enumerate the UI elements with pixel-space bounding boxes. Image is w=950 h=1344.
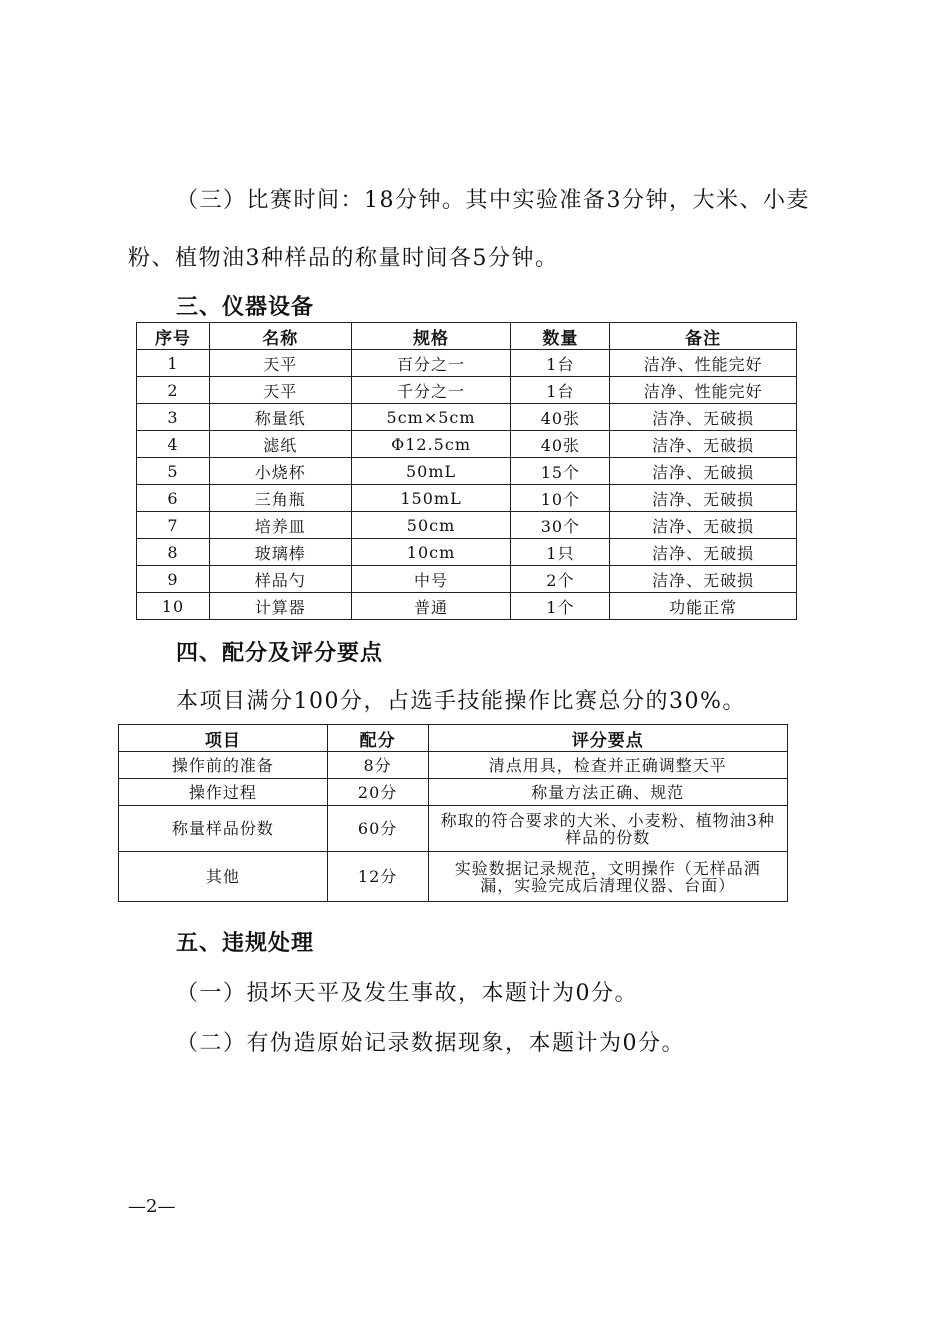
violation-1: （一）损坏天平及发生事故，本题计为0分。 — [176, 981, 638, 1006]
equipment-cell-quantity: 10个 — [511, 485, 610, 512]
score-cell-criteria: 清点用具，检查并正确调整天平 — [428, 752, 787, 779]
equipment-cell-remark: 洁净、无破损 — [610, 458, 797, 485]
scoring-intro: 本项目满分100分，占选手技能操作比赛总分的30%。 — [176, 689, 746, 714]
table-row — [119, 779, 788, 806]
score-table — [118, 724, 788, 902]
equipment-cell-name: 计算器 — [209, 593, 351, 620]
equipment-cell-index: 9 — [137, 566, 210, 593]
score-cell-criteria: 称取的符合要求的大米、小麦粉、植物油3种样品的份数 — [428, 806, 787, 852]
score-cell-points: 8分 — [327, 752, 428, 779]
table-row — [137, 431, 797, 458]
equipment-cell-remark: 功能正常 — [610, 593, 797, 620]
score-header-criteria: 评分要点 — [428, 725, 787, 752]
equipment-cell-index: 3 — [137, 404, 210, 431]
equipment-cell-remark: 洁净、无破损 — [610, 431, 797, 458]
equipment-cell-spec: 10cm — [351, 539, 511, 566]
table-row — [119, 752, 788, 779]
equipment-cell-spec: Φ12.5cm — [351, 431, 511, 458]
equipment-cell-name: 三角瓶 — [209, 485, 351, 512]
equipment-cell-name: 称量纸 — [209, 404, 351, 431]
equipment-cell-remark: 洁净、无破损 — [610, 512, 797, 539]
score-cell-item: 操作前的准备 — [119, 752, 328, 779]
equipment-cell-spec: 中号 — [351, 566, 511, 593]
equipment-cell-index: 8 — [137, 539, 210, 566]
equipment-cell-spec: 千分之一 — [351, 377, 511, 404]
equipment-header-name: 名称 — [209, 323, 351, 350]
violation-2: （二）有伪造原始记录数据现象，本题计为0分。 — [176, 1031, 685, 1056]
page-number: —2— — [128, 1196, 176, 1217]
equipment-header-row — [137, 323, 797, 350]
table-row — [137, 566, 797, 593]
equipment-cell-remark: 洁净、无破损 — [610, 539, 797, 566]
equipment-cell-remark: 洁净、性能完好 — [610, 350, 797, 377]
score-header-item: 项目 — [119, 725, 328, 752]
table-row — [137, 350, 797, 377]
equipment-header-index: 序号 — [137, 323, 210, 350]
table-row — [119, 806, 788, 852]
equipment-cell-remark: 洁净、性能完好 — [610, 377, 797, 404]
score-cell-item: 称量样品份数 — [119, 806, 328, 852]
equipment-header-spec: 规格 — [351, 323, 511, 350]
equipment-cell-name: 样品勺 — [209, 566, 351, 593]
equipment-cell-quantity: 1只 — [511, 539, 610, 566]
score-cell-criteria: 实验数据记录规范，文明操作（无样品洒漏，实验完成后清理仪器、台面） — [428, 852, 787, 902]
score-cell-item: 操作过程 — [119, 779, 328, 806]
equipment-heading: 三、仪器设备 — [176, 295, 315, 320]
equipment-cell-quantity: 30个 — [511, 512, 610, 539]
equipment-cell-quantity: 1台 — [511, 377, 610, 404]
equipment-cell-index: 6 — [137, 485, 210, 512]
equipment-cell-index: 7 — [137, 512, 210, 539]
score-header-row — [119, 725, 788, 752]
score-cell-points: 60分 — [327, 806, 428, 852]
equipment-cell-quantity: 1个 — [511, 593, 610, 620]
equipment-cell-spec: 50mL — [351, 458, 511, 485]
equipment-cell-name: 滤纸 — [209, 431, 351, 458]
equipment-cell-index: 4 — [137, 431, 210, 458]
equipment-cell-index: 1 — [137, 350, 210, 377]
equipment-cell-quantity: 40张 — [511, 431, 610, 458]
competition-time-paragraph: （三）比赛时间：18分钟。其中实验准备3分钟，大米、小麦粉、植物油3种样品的称量时间各5分钟。 — [128, 188, 810, 271]
equipment-cell-spec: 150mL — [351, 485, 511, 512]
equipment-cell-quantity: 15个 — [511, 458, 610, 485]
table-row — [137, 593, 797, 620]
equipment-cell-quantity: 40张 — [511, 404, 610, 431]
equipment-cell-spec: 5cm×5cm — [351, 404, 511, 431]
equipment-cell-name: 玻璃棒 — [209, 539, 351, 566]
equipment-cell-name: 天平 — [209, 350, 351, 377]
equipment-header-quantity: 数量 — [511, 323, 610, 350]
equipment-cell-name: 小烧杯 — [209, 458, 351, 485]
score-cell-points: 12分 — [327, 852, 428, 902]
equipment-cell-spec: 百分之一 — [351, 350, 511, 377]
equipment-cell-index: 10 — [137, 593, 210, 620]
equipment-cell-index: 5 — [137, 458, 210, 485]
table-row — [137, 485, 797, 512]
equipment-cell-remark: 洁净、无破损 — [610, 485, 797, 512]
equipment-cell-name: 天平 — [209, 377, 351, 404]
table-row — [137, 512, 797, 539]
table-row — [137, 404, 797, 431]
table-row — [137, 377, 797, 404]
score-cell-points: 20分 — [327, 779, 428, 806]
equipment-cell-remark: 洁净、无破损 — [610, 404, 797, 431]
equipment-cell-quantity: 1台 — [511, 350, 610, 377]
equipment-cell-index: 2 — [137, 377, 210, 404]
violations-heading: 五、违规处理 — [176, 931, 315, 956]
score-cell-item: 其他 — [119, 852, 328, 902]
equipment-cell-spec: 普通 — [351, 593, 511, 620]
equipment-cell-spec: 50cm — [351, 512, 511, 539]
equipment-cell-remark: 洁净、无破损 — [610, 566, 797, 593]
table-row — [119, 852, 788, 902]
table-row — [137, 458, 797, 485]
table-row — [137, 539, 797, 566]
scoring-heading: 四、配分及评分要点 — [176, 641, 384, 666]
equipment-cell-name: 培养皿 — [209, 512, 351, 539]
score-header-points: 配分 — [327, 725, 428, 752]
score-cell-criteria: 称量方法正确、规范 — [428, 779, 787, 806]
equipment-cell-quantity: 2个 — [511, 566, 610, 593]
equipment-table — [136, 322, 797, 620]
equipment-header-remark: 备注 — [610, 323, 797, 350]
